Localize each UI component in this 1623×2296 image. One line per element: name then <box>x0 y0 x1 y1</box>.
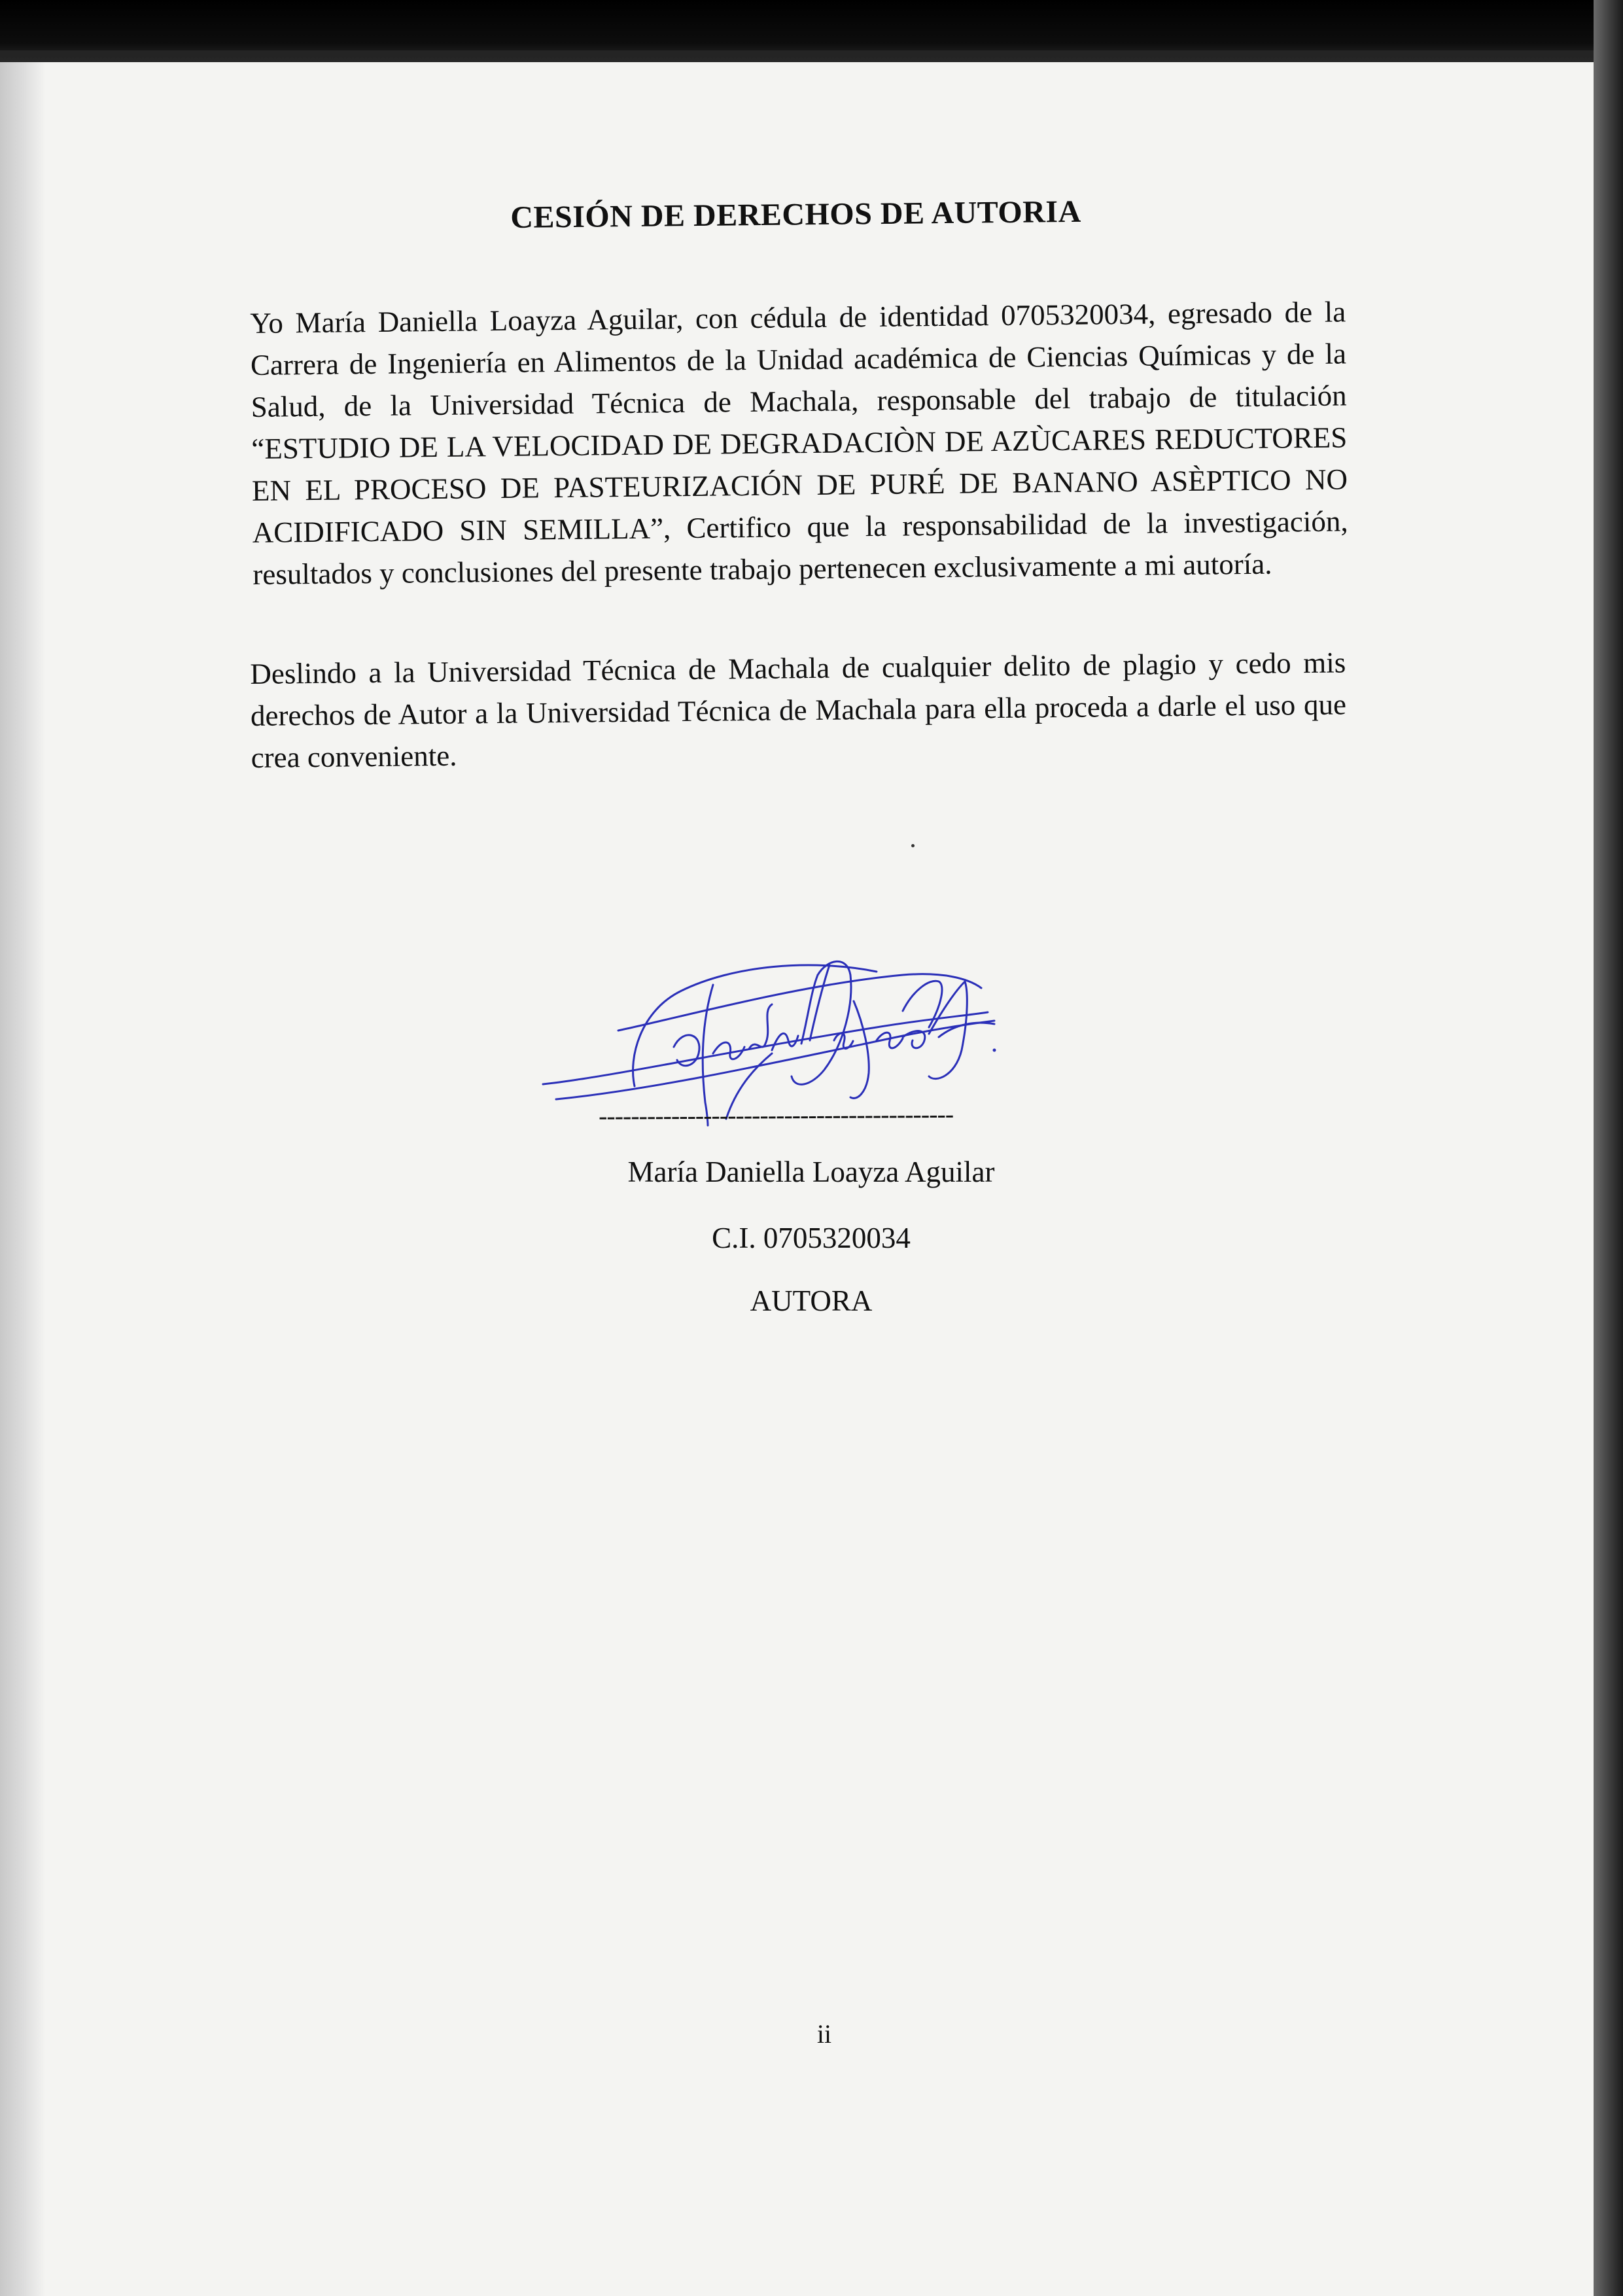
signer-role: AUTORA <box>750 1284 873 1317</box>
signer-name: María Daniella Loayza Aguilar <box>627 1156 995 1188</box>
scan-speck <box>911 844 915 847</box>
paragraph-declaration: Yo María Daniella Loayza Aguilar, con cédula de identidad 0705320034, egresado de la Carrera de Ingeniería en Alimentos de la Unidad académica de Ciencias Químicas y de la Salud, de la Universidad Técnica de Machala, responsable del trabajo de titulación “ESTUDIO DE LA VELOCIDAD DE DEGRADACIÒN DE AZÙCARES REDUCTORES EN EL PROCESO DE PASTEURIZACIÓN DE PURÉ DE BANANO ASÈPTICO NO ACIDIFICADO SIN SEMILLA”, Certifico que la responsabilidad de la investigación, resultados y conclusiones del presente trabajo pertenecen exclusivamente a mi autoría. <box>250 295 1348 591</box>
signer-id: C.I. 0705320034 <box>712 1222 911 1254</box>
document-title: CESIÓN DE DERECHOS DE AUTORIA <box>510 194 1082 235</box>
page-number: ii <box>816 2019 832 2049</box>
signature-line: -------------------------------------------- <box>598 1099 954 1131</box>
handwritten-signature <box>536 913 1007 1129</box>
paragraph-rights-transfer: Deslindo a la Universidad Técnica de Machala de cualquier delito de plagio y cedo mis derechos de Autor a la Universidad Técnica de Machala para ella proceda a darle el uso que crea conveniente. <box>250 646 1347 774</box>
